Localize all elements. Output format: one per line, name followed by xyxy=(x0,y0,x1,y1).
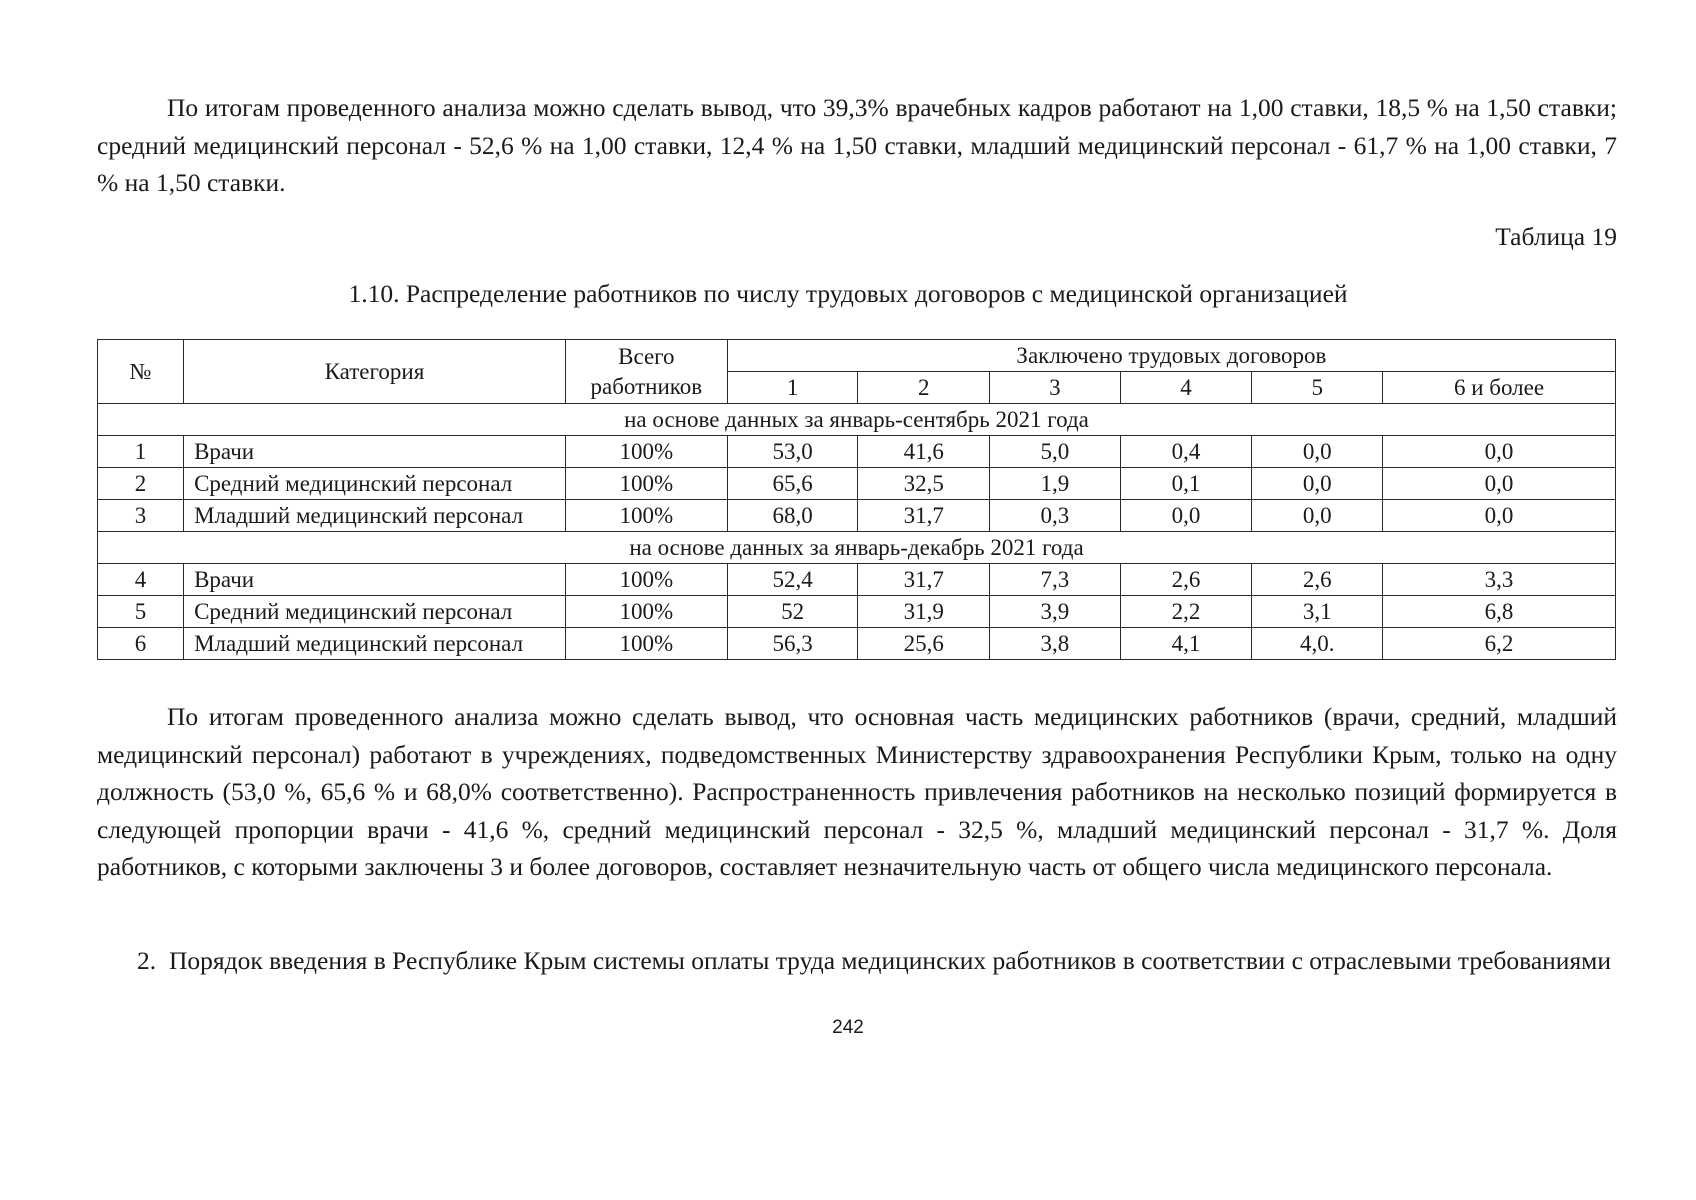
cell-c3: 0,3 xyxy=(990,500,1121,532)
cell-c3: 3,8 xyxy=(990,628,1121,660)
header-c4: 4 xyxy=(1120,372,1252,404)
cell-c2: 31,9 xyxy=(858,596,990,628)
cell-c4: 0,1 xyxy=(1120,468,1252,500)
table-row xyxy=(98,628,1616,660)
paragraph-intro xyxy=(97,89,1617,202)
cell-c3: 3,9 xyxy=(990,596,1121,628)
cell-c5: 4,0. xyxy=(1252,628,1383,660)
cell-category: Младший медицинский персонал xyxy=(184,628,566,660)
table-row xyxy=(98,500,1616,532)
table-row xyxy=(98,564,1616,596)
numbered-heading-number: 2. xyxy=(137,946,157,975)
header-total: Всего работников xyxy=(565,340,727,404)
cell-c1: 52 xyxy=(727,596,858,628)
cell-c4: 0,4 xyxy=(1120,436,1252,468)
table-row xyxy=(98,596,1616,628)
cell-num: 4 xyxy=(98,564,184,596)
header-category: Категория xyxy=(184,340,566,404)
cell-c5: 2,6 xyxy=(1252,564,1383,596)
cell-c3: 7,3 xyxy=(990,564,1121,596)
table-title: 1.10. Распределение работников по числу трудовых договоров с медицинской организацией xyxy=(348,279,1348,308)
section-label: на основе данных за январь-декабрь 2021 года xyxy=(98,532,1616,564)
cell-c2: 41,6 xyxy=(858,436,990,468)
header-num: № xyxy=(98,340,184,404)
cell-total: 100% xyxy=(565,564,727,596)
cell-category: Средний медицинский персонал xyxy=(184,596,566,628)
header-c6: 6 и более xyxy=(1383,372,1616,404)
cell-category: Средний медицинский персонал xyxy=(184,468,566,500)
table-row xyxy=(98,436,1616,468)
cell-category: Врачи xyxy=(184,436,566,468)
cell-c6: 6,2 xyxy=(1383,628,1616,660)
numbered-heading-text: Порядок введения в Республике Крым системы оплаты труда медицинских работников в соответствии с отраслевыми требованиями xyxy=(169,946,1611,975)
section-label: на основе данных за январь-сентябрь 2021 года xyxy=(98,404,1616,436)
table-row xyxy=(98,468,1616,500)
header-contracts: Заключено трудовых договоров xyxy=(727,340,1615,372)
cell-total: 100% xyxy=(565,628,727,660)
header-c5: 5 xyxy=(1252,372,1383,404)
cell-c1: 68,0 xyxy=(727,500,858,532)
cell-num: 3 xyxy=(98,500,184,532)
section-row xyxy=(98,404,1616,436)
cell-num: 2 xyxy=(98,468,184,500)
table-label: Таблица 19 xyxy=(1495,222,1617,251)
cell-total: 100% xyxy=(565,468,727,500)
cell-num: 5 xyxy=(98,596,184,628)
cell-c1: 65,6 xyxy=(727,468,858,500)
cell-c6: 0,0 xyxy=(1383,436,1616,468)
cell-c2: 25,6 xyxy=(858,628,990,660)
cell-num: 1 xyxy=(98,436,184,468)
paragraph-conclusion-text: По итогам проведенного анализа можно сделать вывод, что основная часть медицинских работников (врачи, средний, младший медицинский персонал) работают в учреждениях, подведомственных Министерству здравоохранения Республики Крым, только на одну должность (53,0 %, 65,6 % и 68,0% соответственно). Распространенность привлечения работников на несколько позиций формируется в следующей пропорции врачи - 41,6 %, средний медицинский персонал - 32,5 %, младший медицинский персонал - 31,7 %. Доля работников, с которыми заключены 3 и более договоров, составляет незначительную часть от общего числа медицинского персонала. xyxy=(97,702,1617,881)
cell-c6: 6,8 xyxy=(1383,596,1616,628)
cell-c1: 56,3 xyxy=(727,628,858,660)
cell-c6: 0,0 xyxy=(1383,500,1616,532)
paragraph-intro-text: По итогам проведенного анализа можно сделать вывод, что 39,3% врачебных кадров работают на 1,00 ставки, 18,5 % на 1,50 ставки; средний медицинский персонал - 52,6 % на 1,00 ставки, 12,4 % на 1,50 ставки, младший медицинский персонал - 61,7 % на 1,00 ставки, 7 % на 1,50 ставки. xyxy=(97,93,1617,197)
cell-c5: 0,0 xyxy=(1252,500,1383,532)
cell-num: 6 xyxy=(98,628,184,660)
cell-c1: 52,4 xyxy=(727,564,858,596)
cell-category: Младший медицинский персонал xyxy=(184,500,566,532)
cell-c4: 4,1 xyxy=(1120,628,1252,660)
paragraph-conclusion xyxy=(97,698,1617,886)
cell-total: 100% xyxy=(565,596,727,628)
page-number: 242 xyxy=(832,1017,864,1038)
cell-total: 100% xyxy=(565,500,727,532)
cell-c5: 0,0 xyxy=(1252,436,1383,468)
header-c1: 1 xyxy=(727,372,858,404)
contracts-table xyxy=(97,339,1616,660)
cell-c2: 31,7 xyxy=(858,500,990,532)
table-header-row xyxy=(98,340,1616,372)
numbered-heading xyxy=(137,944,1617,977)
header-c3: 3 xyxy=(990,372,1121,404)
cell-c5: 0,0 xyxy=(1252,468,1383,500)
cell-c2: 32,5 xyxy=(858,468,990,500)
cell-category: Врачи xyxy=(184,564,566,596)
cell-total: 100% xyxy=(565,436,727,468)
cell-c1: 53,0 xyxy=(727,436,858,468)
cell-c3: 5,0 xyxy=(990,436,1121,468)
header-c2: 2 xyxy=(858,372,990,404)
cell-c2: 31,7 xyxy=(858,564,990,596)
cell-c6: 3,3 xyxy=(1383,564,1616,596)
cell-c4: 0,0 xyxy=(1120,500,1252,532)
cell-c4: 2,2 xyxy=(1120,596,1252,628)
cell-c5: 3,1 xyxy=(1252,596,1383,628)
cell-c4: 2,6 xyxy=(1120,564,1252,596)
cell-c3: 1,9 xyxy=(990,468,1121,500)
section-row xyxy=(98,532,1616,564)
cell-c6: 0,0 xyxy=(1383,468,1616,500)
